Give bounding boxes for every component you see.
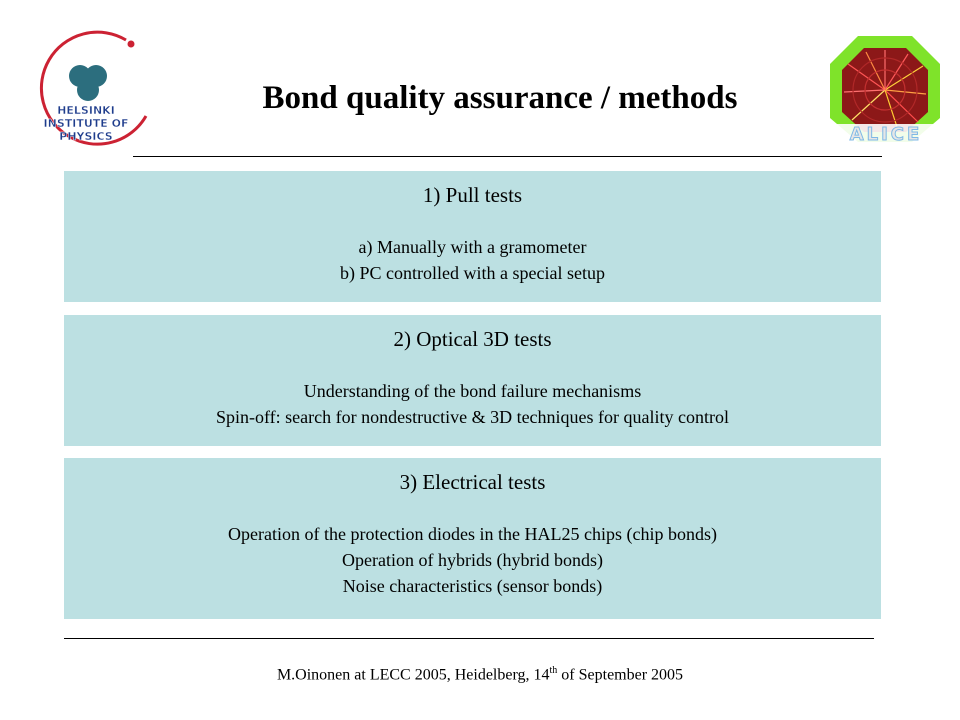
section-spacer [64, 495, 881, 521]
logo-trefoil-icon [69, 65, 107, 101]
footer-text: M.Oinonen at LECC 2005, Heidelberg, 14 [276, 666, 550, 684]
section-line: b) PC controlled with a special setup [340, 263, 605, 283]
section-heading: 2) Optical 3D tests [393, 327, 552, 351]
section-line: a) Manually with a gramometer [358, 237, 587, 257]
logo-text-line-2: INSTITUTE OF [43, 117, 129, 130]
logo-ring-dot [128, 41, 135, 48]
alice-text: ALICE [849, 124, 923, 144]
footer-divider [64, 638, 874, 639]
section-spacer [64, 352, 881, 378]
alice-logo [828, 34, 944, 144]
section-line: Spin-off: search for nondestructive & 3D techniques for quality control [215, 407, 730, 427]
section-heading: 1) Pull tests [422, 183, 523, 207]
helsinki-institute-of-physics-logo [28, 28, 153, 158]
section-electrical-tests [64, 458, 881, 619]
footer-text-end: of September 2005 [557, 666, 684, 684]
section-line: Understanding of the bond failure mechanisms [303, 381, 642, 401]
section-line: Noise characteristics (sensor bonds) [342, 576, 603, 596]
section-line: Operation of the protection diodes in the HAL25 chips (chip bonds) [228, 524, 717, 544]
section-heading: 3) Electrical tests [399, 470, 546, 494]
footer-ordinal-suffix: th [549, 665, 558, 676]
section-optical-3d-tests [64, 315, 881, 446]
slide-title: Bond quality assurance / methods [262, 80, 738, 116]
slide-footer [0, 660, 960, 686]
title-divider [133, 156, 882, 157]
logo-text-line-3: PHYSICS [59, 130, 113, 143]
section-pull-tests [64, 171, 881, 302]
section-line: Operation of hybrids (hybrid bonds) [342, 550, 603, 570]
section-spacer [64, 208, 881, 234]
logo-text-line-1: HELSINKI [57, 104, 115, 117]
